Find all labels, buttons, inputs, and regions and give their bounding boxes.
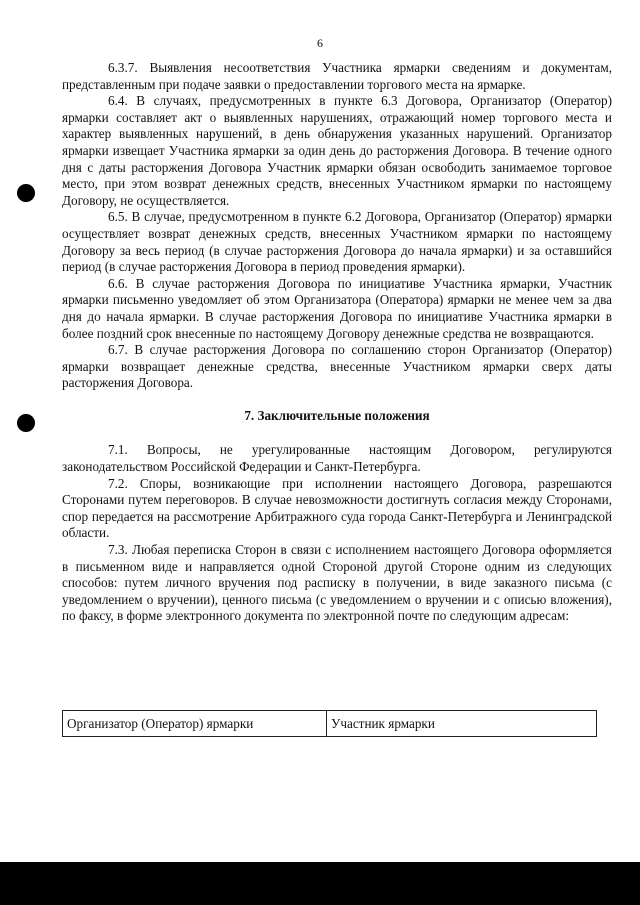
scan-bottom-edge	[0, 862, 640, 905]
paragraph-6-5: 6.5. В случае, предусмотренном в пункте 6.2 Договора, Организатор (Оператор) ярмарки осуществляет возврат денежных средств, внесенных Участником ярмарки по настоящему Договору за весь период (в случае расторжения Договора до начала ярмарки) и за оставшийся период (в случае расторжения Договора в период проведения ярмарки).	[62, 209, 612, 275]
document-body	[62, 60, 612, 625]
participant-column-header: Участник ярмарки	[331, 716, 435, 731]
address-table	[62, 710, 597, 737]
punch-hole	[17, 184, 35, 202]
page-number: 6	[317, 36, 323, 50]
paragraph-6-4: 6.4. В случаях, предусмотренных в пункте 6.3 Договора, Организатор (Оператор) ярмарки составляет акт о выявленных нарушениях, отражающий номер торгового места и характер выявленных нарушений, в день обнаружения указанных нарушений. Организатор ярмарки извещает Участника ярмарки за один день до расторжения Договора. В течение одного дня с даты расторжения Договора Участник ярмарки обязан освободить занимаемое торговое место, при этом возврат денежных средств, внесенных Участником ярмарки по настоящему Договору, не осуществляется.	[62, 93, 612, 208]
paragraph-7-3: 7.3. Любая переписка Сторон в связи с исполнением настоящего Договора оформляется в письменном виде и направляется одной Стороной другой Стороне одним из следующих способов: путем личного вручения под расписку в получении, в виде заказного письма (с уведомлением о вручении), ценного письма (с уведомлением о вручении и с описью вложения), по факсу, в форме электронного документа по электронной почте по следующим адресам:	[62, 542, 612, 624]
paragraph-6-7: 6.7. В случае расторжения Договора по соглашению сторон Организатор (Оператор) ярмарки возвращает денежные средства, внесенные Участником ярмарки сверх даты расторжения Договора.	[62, 342, 612, 391]
paragraph-7-2: 7.2. Споры, возникающие при исполнении настоящего Договора, разрешаются Сторонами путем переговоров. В случае невозможности достигнуть согласия между Сторонами, спор передается на рассмотрение Арбитражного суда города Санкт-Петербурга и Ленинградской области.	[62, 475, 612, 541]
paragraph-6-3-7: 6.3.7. Выявления несоответствия Участника ярмарки сведениям и документам, представленным при подаче заявки о предоставлении торгового места на ярмарке.	[62, 60, 612, 92]
section-title: 7. Заключительные положения	[244, 407, 430, 423]
organizer-column-header: Организатор (Оператор) ярмарки	[63, 711, 327, 736]
punch-hole	[17, 414, 35, 432]
paragraph-7-1: 7.1. Вопросы, не урегулированные настоящим Договором, регулируются законодательством Российской Федерации и Санкт-Петербурга.	[62, 442, 612, 475]
paragraph-6-6: 6.6. В случае расторжения Договора по инициативе Участника ярмарки, Участник ярмарки письменно уведомляет об этом Организатора (Оператора) ярмарки не менее чем за два дня до начала ярмарки. В случае расторжения Договора по инициативе Участника ярмарки в более поздний срок внесенные по настоящему Договору денежные средства не возвращаются.	[62, 275, 612, 341]
